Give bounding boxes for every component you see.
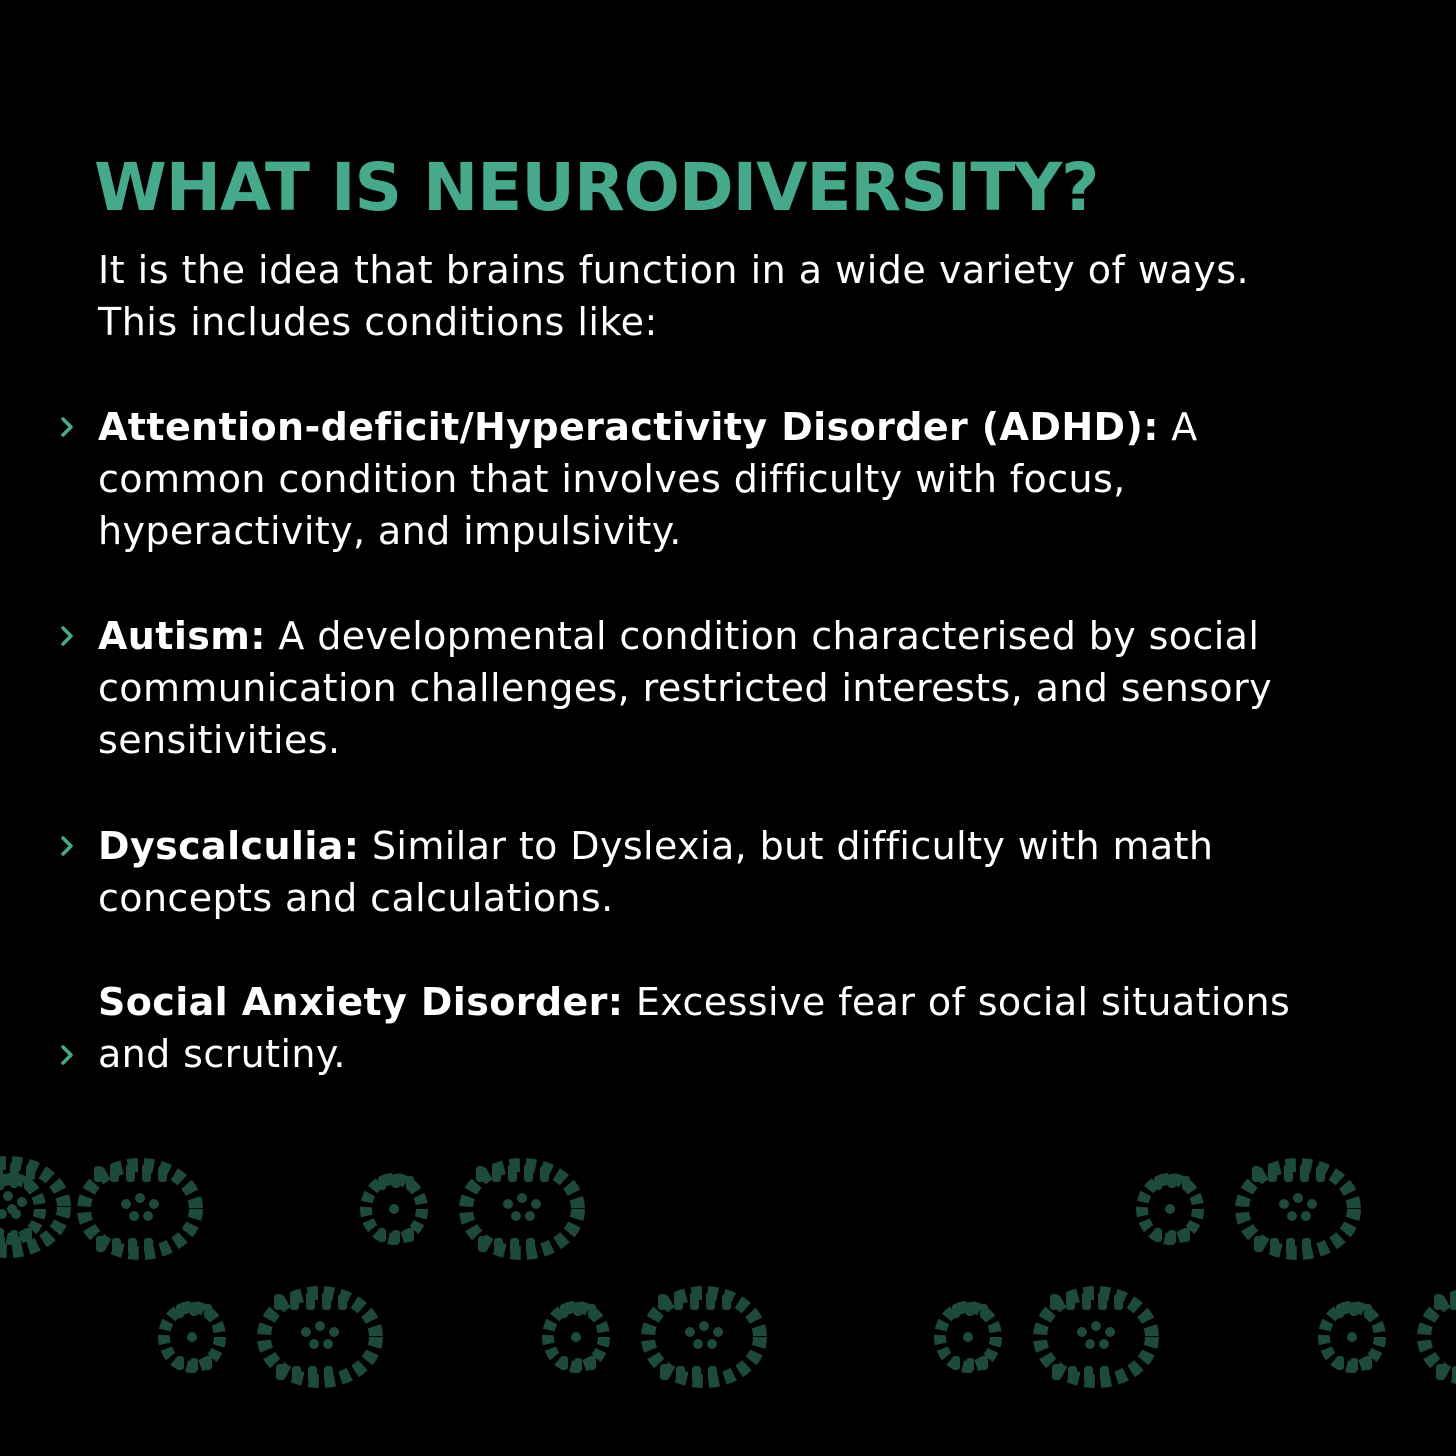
page-title: WHAT IS NEURODIVERSITY? [94, 149, 1099, 226]
item-line-1 [98, 401, 1428, 453]
boot-print-icon [1324, 1292, 1456, 1382]
chevron-right-icon [58, 1043, 78, 1067]
list-item-social-anxiety [98, 976, 1428, 1080]
item-text: A [1158, 405, 1198, 449]
item-term: Autism: [98, 614, 266, 658]
item-line-2: communication challenges, restricted interests, and sensory [98, 666, 1272, 710]
boot-print-icon [1142, 1164, 1354, 1254]
item-line-1 [98, 976, 1428, 1028]
item-line-3: sensitivities. [98, 718, 341, 762]
item-line-1 [98, 610, 1428, 662]
intro-line-2: This includes conditions like: [98, 300, 658, 344]
item-line-2: and scrutiny. [98, 1032, 346, 1076]
list-item-dyscalculia [98, 820, 1428, 924]
item-text: Excessive fear of social situations [623, 980, 1291, 1024]
boot-prints-decoration [0, 1150, 1456, 1456]
item-line-2: concepts and calculations. [98, 876, 614, 920]
item-term: Social Anxiety Disorder: [98, 980, 624, 1024]
item-line-3: hyperactivity, and impulsivity. [98, 509, 682, 553]
item-term: Attention-deficit/Hyperactivity Disorder (ADHD): [98, 405, 1159, 449]
intro-line-1: It is the idea that brains function in a wide variety of ways. [98, 248, 1250, 292]
item-term: Dyscalculia: [98, 824, 360, 868]
list-item-autism [98, 610, 1428, 766]
intro-text [98, 244, 1388, 348]
item-line-2: common condition that involves difficulty with focus, [98, 457, 1126, 501]
boot-print-icon [0, 1164, 196, 1254]
boot-print-icon [548, 1292, 760, 1382]
chevron-right-icon [58, 834, 78, 858]
list-item-adhd [98, 401, 1428, 557]
boot-print-icon [366, 1164, 578, 1254]
item-text: Similar to Dyslexia, but difficulty with math [359, 824, 1214, 868]
item-line-1 [98, 820, 1428, 872]
boot-print-icon [164, 1292, 376, 1382]
chevron-right-icon [58, 415, 78, 439]
boot-print-icon [940, 1292, 1152, 1382]
item-text: A developmental condition characterised by social [265, 614, 1260, 658]
chevron-right-icon [58, 624, 78, 648]
